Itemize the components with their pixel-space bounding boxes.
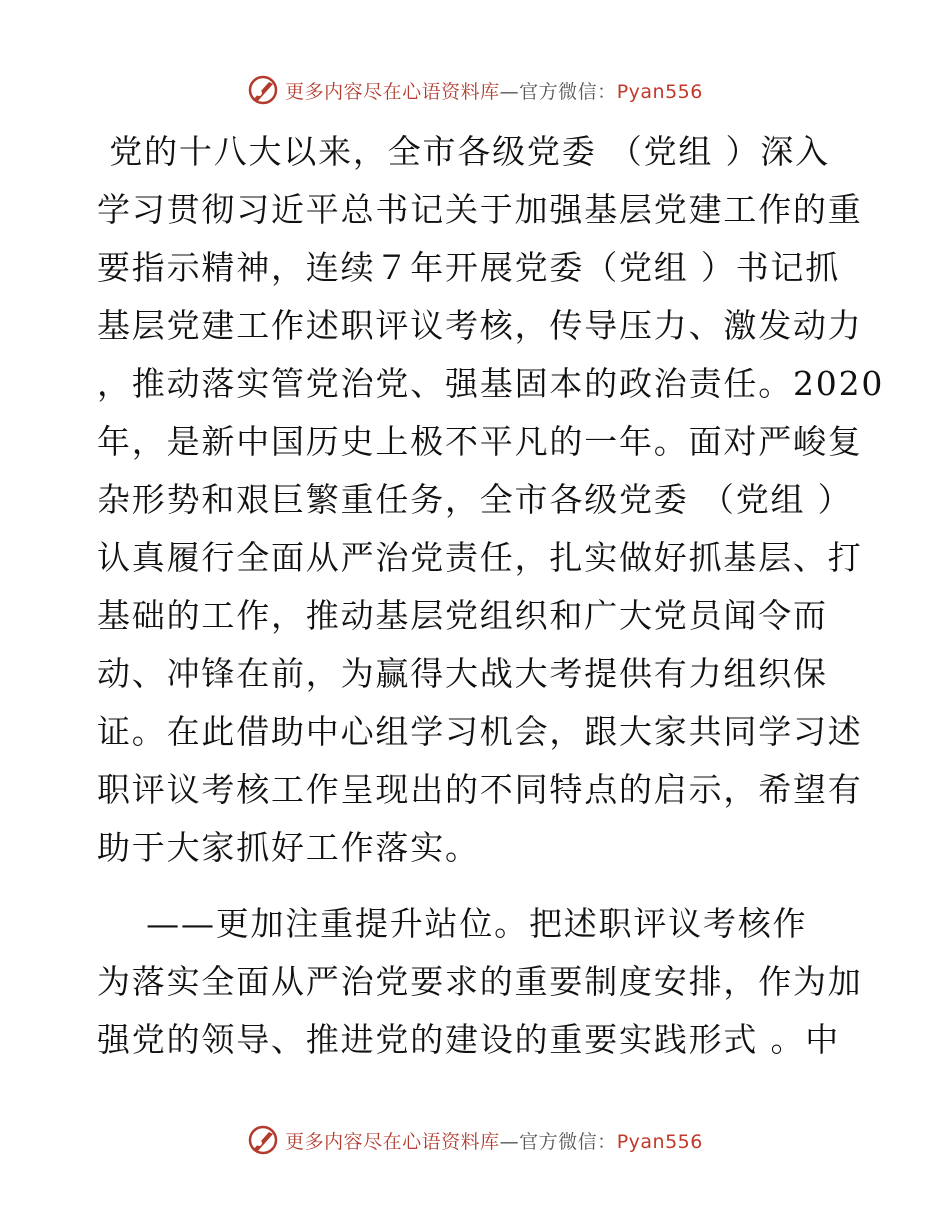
watermark-dash: — xyxy=(499,80,520,103)
text-line: 党的十八大以来，全市各级党委 （党组 ）深入 xyxy=(97,132,830,171)
watermark-main: 更多内容尽在心语资料库 xyxy=(285,80,500,103)
watermark-wechat-label: 官方微信： xyxy=(519,1130,617,1153)
text-line: ，推动落实管党治党、强基固本的政治责任。2020 xyxy=(97,364,885,403)
watermark-header xyxy=(0,70,950,110)
text-line: 证。在此借助中心组学习机会，跟大家共同学习述 xyxy=(97,712,863,751)
watermark-dash: — xyxy=(499,1130,520,1153)
paragraph-gap xyxy=(97,877,857,895)
brush-logo-icon xyxy=(247,74,279,106)
text-line: 动、冲锋在前，为赢得大战大考提供有力组织保 xyxy=(97,654,828,693)
watermark-footer xyxy=(0,1120,950,1160)
text-line: 年，是新中国历史上极不平凡的一年。面对严峻复 xyxy=(97,422,863,461)
text-line: 职评议考核工作呈现出的不同特点的启示，希望有 xyxy=(97,770,863,809)
text-line: ——更加注重提升站位。把述职评议考核作 xyxy=(97,904,808,943)
text-line: 学习贯彻习近平总书记关于加强基层党建工作的重 xyxy=(97,190,863,229)
paragraph-1 xyxy=(97,123,885,877)
text-line: 基础的工作，推动基层党组织和广大党员闻令而 xyxy=(97,596,828,635)
watermark-wechat-id: Pyan556 xyxy=(616,80,703,103)
text-line: 强党的领导、推进党的建设的重要实践形式 。中 xyxy=(97,1020,841,1059)
watermark-main: 更多内容尽在心语资料库 xyxy=(285,1130,500,1153)
watermark-wechat-id: Pyan556 xyxy=(616,1130,703,1153)
brush-logo-icon xyxy=(247,1124,279,1156)
text-line: 杂形势和艰巨繁重任务，全市各级党委 （党组 ） xyxy=(97,480,853,519)
text-line: 助于大家抓好工作落实。 xyxy=(97,828,480,867)
text-line: 要指示精神，连续７年开展党委（党组 ）书记抓 xyxy=(97,248,841,287)
paragraph-2 xyxy=(97,895,863,1069)
text-line: 基层党建工作述职评议考核，传导压力、激发动力 xyxy=(97,306,863,345)
watermark-wechat-label: 官方微信： xyxy=(519,80,617,103)
document-body xyxy=(97,123,885,1069)
text-line: 为落实全面从严治党要求的重要制度安排，作为加 xyxy=(97,962,863,1001)
text-line: 认真履行全面从严治党责任，扎实做好抓基层、打 xyxy=(97,538,863,577)
